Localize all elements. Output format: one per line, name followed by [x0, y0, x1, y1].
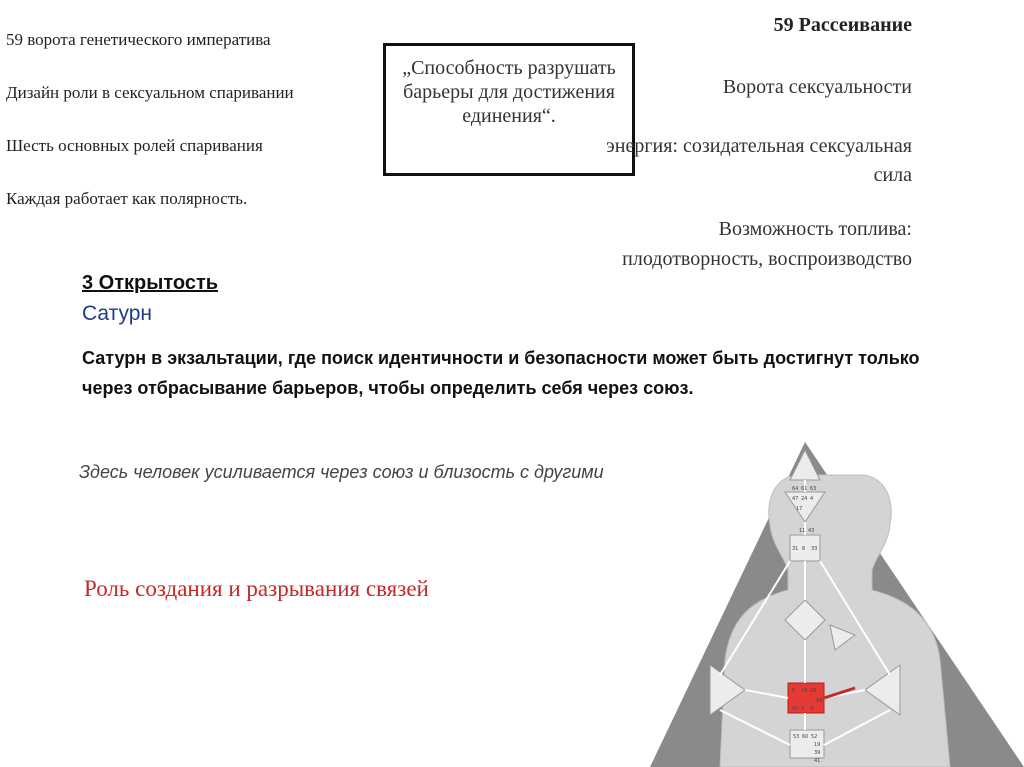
right-info-block	[592, 12, 912, 274]
gate-label: 24	[801, 496, 808, 502]
gate-label: 8	[802, 546, 806, 552]
gate-name: Ворота сексуальности	[722, 76, 912, 98]
gate-label: 41	[814, 758, 821, 764]
gate-label: 31	[792, 546, 799, 552]
gate-label: 19	[814, 742, 821, 748]
left-text-block	[6, 28, 406, 240]
left-line-4: Каждая работает как полярность.	[6, 189, 248, 208]
gate-energy: энергия: созидательная сексуальная сила	[606, 135, 912, 186]
gate-label: 60	[802, 734, 809, 740]
gate-label: 3	[801, 706, 805, 712]
role-heading: Роль создания и разрывания связей	[84, 576, 429, 601]
gate-label: 61	[801, 486, 808, 492]
italic-note: Здесь человек усиливается через союз и близость с другими	[79, 462, 604, 482]
gate-label: 53	[793, 734, 800, 740]
left-line-1: 59 ворота генетического императива	[6, 30, 271, 49]
gate-label: 14	[801, 688, 808, 694]
gate-fuel: Возможность топлива: плодотворность, воспроизводство	[622, 218, 912, 270]
gate-label: 39	[814, 750, 821, 756]
gate-label: 4	[810, 496, 814, 502]
gate-label: 11	[799, 528, 806, 534]
gate-label: 5	[792, 688, 796, 694]
gate-label: 43	[808, 528, 815, 534]
bodygraph-illustration	[650, 440, 1024, 767]
quote-box: „Способность разрушать барьеры для достижения единения“.	[383, 43, 635, 176]
gate-label: 59	[816, 698, 823, 704]
gate-label: 42	[792, 706, 799, 712]
gate-label: 17	[796, 506, 803, 512]
line-description: Сатурн в экзальтации, где поиск идентичности и безопасности может быть достигнут только через отбрасывание барьеров, чтобы определить себя через союз.	[82, 348, 920, 398]
planet-name: Сатурн	[82, 302, 153, 325]
line-title: 3 Открытость	[82, 272, 219, 294]
gate-label: 33	[811, 546, 818, 552]
gate-label: 63	[810, 486, 817, 492]
gate-label: 9	[810, 706, 814, 712]
left-line-3: Шесть основных ролей спаривания	[6, 136, 263, 155]
gate-label: 47	[792, 496, 799, 502]
gate-label: 64	[792, 486, 799, 492]
bodygraph-silhouette	[720, 475, 950, 767]
gate-label: 29	[810, 688, 817, 694]
left-line-2: Дизайн роли в сексуальном спаривании	[6, 83, 294, 102]
gate-title: 59 Рассеивание	[773, 14, 912, 36]
gate-label: 52	[811, 734, 818, 740]
